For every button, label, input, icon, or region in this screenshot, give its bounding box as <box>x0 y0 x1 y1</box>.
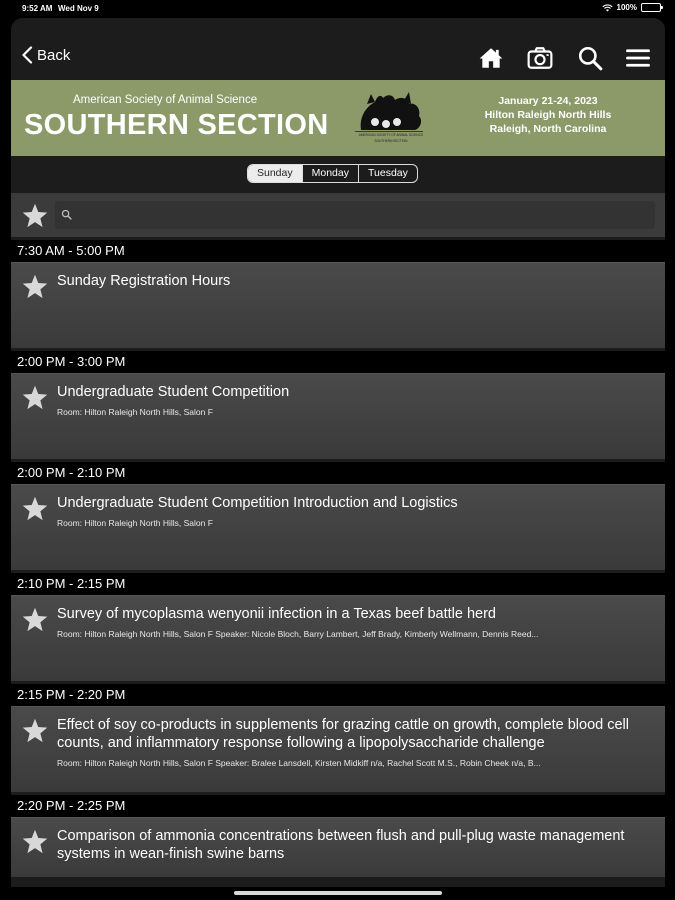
day-selector <box>247 164 418 183</box>
asas-logo <box>345 86 433 150</box>
event-banner <box>11 80 665 156</box>
search-input[interactable] <box>55 201 655 229</box>
event-venue: Hilton Raleigh North Hills <box>484 109 612 121</box>
session-item[interactable] <box>11 595 665 681</box>
status-time: 9:52 AM <box>22 4 53 13</box>
camera-icon <box>527 45 553 71</box>
wifi-icon <box>602 4 613 12</box>
search-button[interactable] <box>577 45 603 71</box>
session-details: Room: Hilton Raleigh North Hills, Salon F Speaker: Bralee Lansdell, Kirsten Midkiff n/a, Rachel Scott M.S., Robin Cheek n/a, B... <box>57 758 541 768</box>
session-title: Undergraduate Student Competition Introduction and Logistics <box>57 495 458 511</box>
time-header: 2:20 PM - 2:25 PM <box>11 795 665 817</box>
time-header: 2:10 PM - 2:15 PM <box>11 573 665 595</box>
menu-button[interactable] <box>625 45 651 71</box>
status-right <box>602 3 661 12</box>
society-name: American Society of Animal Science <box>73 94 258 106</box>
logo-caption-1: AMERICAN SOCIETY OF ANIMAL SCIENCE <box>358 133 424 137</box>
nav-bar <box>11 18 665 80</box>
day-tab-sunday[interactable]: Sunday <box>248 165 302 182</box>
day-tab-monday[interactable]: Monday <box>302 165 358 182</box>
session-title: Survey of mycoplasma wenyonii infection in a Texas beef battle herd <box>57 606 497 622</box>
favorite-star-icon[interactable] <box>21 273 49 301</box>
hamburger-menu-icon <box>625 45 651 71</box>
back-button[interactable] <box>21 46 70 64</box>
status-bar <box>0 0 675 16</box>
search-icon <box>577 45 603 71</box>
search-field <box>55 201 655 229</box>
favorites-filter-star-icon[interactable] <box>21 202 49 230</box>
session-title: Undergraduate Student Competition <box>57 384 290 400</box>
session-details: Room: Hilton Raleigh North Hills, Salon F <box>57 518 213 528</box>
session-item[interactable] <box>11 373 665 459</box>
section-name: SOUTHERN SECTION <box>24 109 329 141</box>
search-row <box>11 193 665 237</box>
session-details: Room: Hilton Raleigh North Hills, Salon F <box>57 407 213 417</box>
battery-icon <box>641 3 661 12</box>
favorite-star-icon[interactable] <box>21 828 49 856</box>
session-item[interactable] <box>11 706 665 792</box>
status-date: Wed Nov 9 <box>58 4 99 13</box>
session-item[interactable] <box>11 484 665 570</box>
favorite-star-icon[interactable] <box>21 606 49 634</box>
camera-button[interactable] <box>527 45 553 71</box>
event-dates: January 21-24, 2023 <box>498 95 598 107</box>
favorite-star-icon[interactable] <box>21 717 49 745</box>
session-item[interactable] <box>11 262 665 348</box>
time-header: 2:00 PM - 2:10 PM <box>11 462 665 484</box>
time-header: 7:30 AM - 5:00 PM <box>11 240 665 262</box>
magnifier-icon <box>61 209 72 220</box>
app-window <box>11 18 665 887</box>
day-tab-tuesday[interactable]: Tuesday <box>358 165 417 182</box>
back-label: Back <box>37 46 71 64</box>
battery-percent: 100% <box>616 3 637 12</box>
session-details: Room: Hilton Raleigh North Hills, Salon F Speaker: Nicole Bloch, Barry Lambert, Jeff Brady, Kimberly Wellmann, Dennis Reed... <box>57 629 539 639</box>
favorite-star-icon[interactable] <box>21 495 49 523</box>
session-title: Sunday Registration Hours <box>57 273 231 289</box>
logo-caption-2: SOUTHERN SECTION <box>374 139 408 143</box>
session-title: Comparison of ammonia concentrations between flush and pull-plug waste management systems in wean-finish swine barns <box>57 828 625 862</box>
time-header: 2:00 PM - 3:00 PM <box>11 351 665 373</box>
home-icon <box>478 45 504 71</box>
favorite-star-icon[interactable] <box>21 384 49 412</box>
chevron-left-icon <box>21 46 33 64</box>
session-item[interactable] <box>11 817 665 877</box>
time-header: 2:15 PM - 2:20 PM <box>11 684 665 706</box>
session-list <box>11 240 665 880</box>
event-info <box>463 94 633 136</box>
session-title: Effect of soy co-products in supplements for grazing cattle on growth, complete blood cell counts, and inflammatory response following a lipopolysaccharide challenge <box>57 717 629 751</box>
event-city: Raleigh, North Carolina <box>489 123 607 135</box>
home-button[interactable] <box>478 45 504 71</box>
home-indicator[interactable] <box>234 891 442 895</box>
